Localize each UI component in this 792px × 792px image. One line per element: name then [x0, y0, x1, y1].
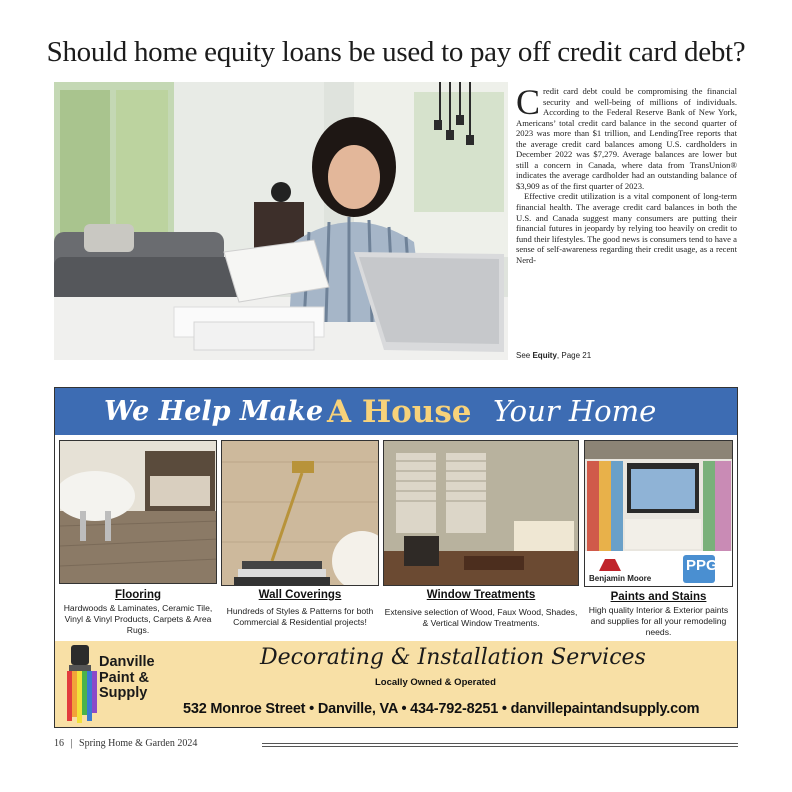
- jump-keyword: Equity: [532, 351, 557, 360]
- jump-suffix: , Page 21: [556, 351, 592, 360]
- paints-image: [584, 440, 733, 587]
- locally-owned-text: Locally Owned & Operated: [375, 677, 496, 688]
- wall-coverings-description: Hundreds of Styles & Patterns for both Commercial & Residential projects!: [226, 606, 374, 627]
- article-paragraph-1: [516, 82, 737, 191]
- banner-text-3: Your Home: [493, 394, 657, 428]
- store-address: 532 Monroe Street • Danville, VA • 434-792-8251 • danvillepaintandsupply.com: [183, 701, 700, 717]
- services-heading: Decorating & Installation Services: [260, 645, 646, 670]
- article-paragraph-2: Effective credit utilization is a vital component of long-term financial health. The average credit card balances in both the U.S. and Canada suggest many consumers are putting their financial futures in jeopardy by relying too heavily on credit to fund their lifestyles. The good news is consumers tend to have a sense of self-awareness regarding their credit usage, as a recent Nerd-: [516, 191, 737, 265]
- wall-coverings-image: [221, 440, 379, 586]
- article-photo: [54, 82, 508, 360]
- page-number: 16: [54, 738, 64, 749]
- ppg-logo: PPG: [686, 557, 718, 574]
- window-treatments-description: Extensive selection of Wood, Faux Wood, Shades, & Vertical Window Treatments.: [384, 607, 578, 628]
- drop-cap: C: [516, 82, 541, 122]
- article-paragraph-1-text: redit card debt could be compromising the financial security and well-being of millions of individuals. According to the Federal Reserve Bank of New York, Americans’ total credit card balance in the second quarter of 2023 was more than $1 trillion, and LendingTree reports that the average credit card balances among U.S. cardholders in December 2022 was $7,279. Average balances are lower but still a concern in Canada, where data from TransUnion® indicates the average cardholder had an outstanding balance of $3,909 as of the first quarter of 2023.: [516, 86, 737, 191]
- advertisement: [54, 387, 738, 728]
- logo-line-1: Danville: [99, 654, 155, 670]
- article-body: [516, 82, 737, 265]
- store-logo-text: [99, 655, 155, 702]
- ad-banner: [55, 388, 737, 435]
- section-name: Spring Home & Garden 2024: [79, 738, 198, 749]
- wall-coverings-title: Wall Coverings: [258, 589, 342, 601]
- window-treatments-image: [383, 440, 579, 586]
- page-footer: [54, 738, 197, 749]
- headline: Should home equity loans be used to pay off credit card debt?: [46, 36, 746, 68]
- footer-rule: [262, 743, 738, 747]
- benjamin-moore-logo: Benjamin Moore: [589, 574, 652, 583]
- logo-line-2: Paint &: [99, 669, 149, 686]
- window-treatments-title: Window Treatments: [426, 589, 536, 601]
- banner-text-2: A House: [327, 394, 472, 430]
- banner-text-1: We Help Make: [104, 396, 324, 427]
- flooring-image: [59, 440, 217, 584]
- ad-footer-band: [55, 641, 737, 728]
- logo-line-3: Supply: [99, 685, 148, 701]
- jump-prefix: See: [516, 351, 533, 360]
- flooring-description: Hardwoods & Laminates, Ceramic Tile, Vinyl & Vinyl Products, Carpets & Area Rugs.: [63, 603, 213, 635]
- footer-separator: |: [70, 738, 73, 749]
- paints-title: Paints and Stains: [610, 591, 707, 603]
- flooring-title: Flooring: [115, 589, 161, 601]
- paints-description: High quality Interior & Exterior paints and supplies for all your remodeling needs.: [588, 605, 729, 637]
- continuation-link[interactable]: [516, 351, 591, 360]
